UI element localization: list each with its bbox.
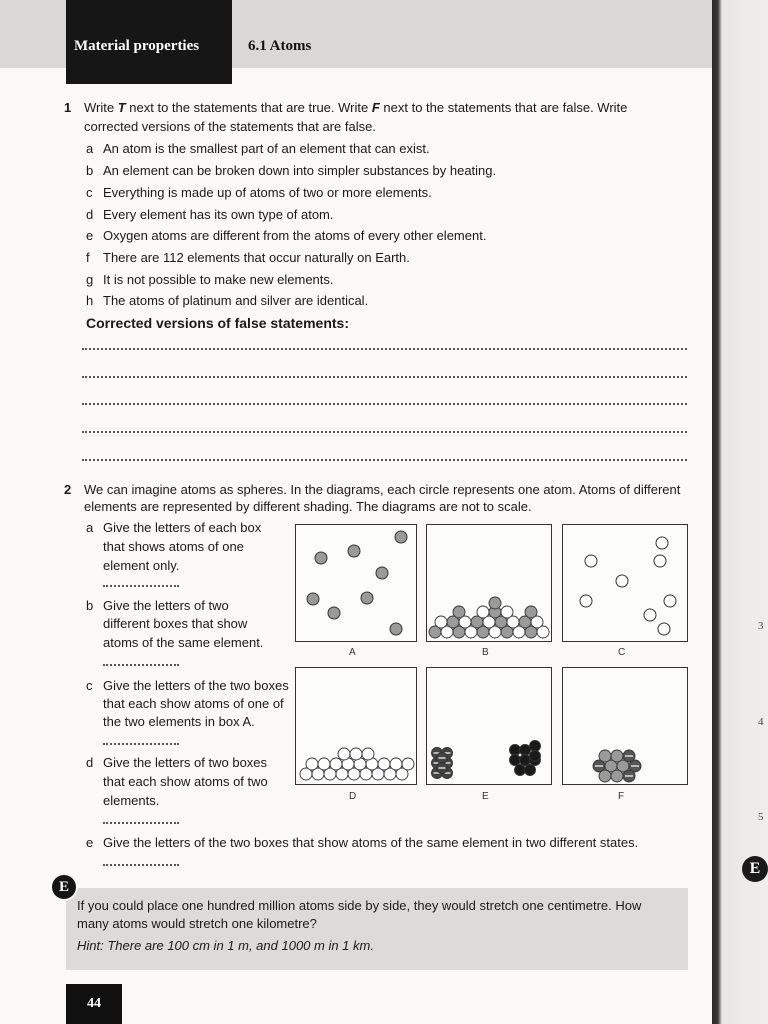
- atom-diagram-d: [296, 668, 416, 784]
- q1-item-letter: b: [86, 163, 94, 178]
- atom: [580, 595, 592, 607]
- atom: [525, 765, 536, 776]
- q2-number: 2: [64, 482, 72, 497]
- atom: [658, 623, 670, 635]
- q1-item-text: Everything is made up of atoms of two or more elements.: [103, 185, 432, 200]
- answer-line[interactable]: [82, 457, 687, 461]
- q1-item-letter: h: [86, 293, 94, 308]
- atom-diagram-f: [563, 668, 687, 784]
- atom: [525, 606, 537, 618]
- atom: [402, 758, 414, 770]
- extension-line1: If you could place one hundred million atoms side by side, they would stretch one centimetre. How: [77, 898, 642, 913]
- atom: [599, 750, 611, 762]
- q2-part-text: atoms of the same element.: [103, 635, 264, 650]
- q1-number: 1: [64, 100, 72, 115]
- atom: [530, 751, 541, 762]
- atom: [520, 745, 531, 756]
- q1-item-text: It is not possible to make new elements.: [103, 272, 334, 287]
- atom: [477, 606, 489, 618]
- edge-number: 5: [758, 811, 764, 823]
- atom: [350, 748, 362, 760]
- atom: [654, 555, 666, 567]
- q2-part-text: Give the letters of two: [103, 598, 229, 613]
- atom: [616, 575, 628, 587]
- extension-line2: many atoms would stretch one kilometre?: [77, 916, 317, 931]
- q2-part-text: element only.: [103, 558, 180, 573]
- atom-box-e: [426, 667, 552, 785]
- q2-part-letter: d: [86, 755, 94, 770]
- atom: [348, 545, 360, 557]
- atom: [510, 755, 521, 766]
- atom: [376, 567, 388, 579]
- atom-diagram-e: [427, 668, 551, 784]
- atom-box-d: [295, 667, 417, 785]
- atom: [338, 748, 350, 760]
- edge-extension-badge: E: [742, 856, 768, 882]
- box-label: F: [618, 791, 625, 802]
- q2-part-letter: b: [86, 598, 94, 613]
- atom: [318, 758, 330, 770]
- q1-prompt-line2: corrected versions of the statements that are false.: [84, 119, 376, 134]
- atom: [390, 758, 402, 770]
- atom: [611, 750, 623, 762]
- box-label: D: [349, 791, 357, 802]
- atom: [656, 537, 668, 549]
- q2-part-text: that each show atoms of one of: [103, 696, 284, 711]
- q2-part-text: that shows atoms of one: [103, 539, 244, 554]
- q1-item-letter: f: [86, 250, 90, 265]
- q2-part-text: that each show atoms of two: [103, 774, 268, 789]
- atom: [378, 758, 390, 770]
- box-label: A: [349, 647, 356, 658]
- q2-part-text: the two elements in box A.: [103, 714, 255, 729]
- short-answer-line[interactable]: [103, 741, 179, 745]
- atom: [644, 609, 656, 621]
- atom-box-b: [426, 524, 552, 642]
- box-label: B: [482, 647, 489, 658]
- atom: [362, 748, 374, 760]
- page-number: 44: [66, 984, 122, 1024]
- q1-item-letter: d: [86, 207, 94, 222]
- atom: [515, 765, 526, 776]
- atom: [435, 616, 447, 628]
- q2-part-text: Give the letters of two boxes: [103, 755, 268, 770]
- atom: [315, 552, 327, 564]
- q2-part-letter: a: [86, 520, 94, 535]
- atom: [453, 606, 465, 618]
- atom: [330, 758, 342, 770]
- q2-part-text: different boxes that show: [103, 616, 248, 631]
- atom: [395, 531, 407, 543]
- q2-part-text: elements.: [103, 793, 160, 808]
- atom-diagram-b: [427, 525, 551, 641]
- q1-item-text: Oxygen atoms are different from the atoms of every other element.: [103, 228, 487, 243]
- atom: [501, 606, 513, 618]
- atom-box-c: [562, 524, 688, 642]
- section-number: 6.1 Atoms: [248, 38, 312, 54]
- q2-part-text: Give the letters of the two boxes: [103, 678, 289, 693]
- atom: [361, 592, 373, 604]
- box-label: E: [482, 791, 489, 802]
- short-answer-line[interactable]: [103, 662, 179, 666]
- box-label: C: [618, 647, 626, 658]
- atom-box-a: [295, 524, 417, 642]
- short-answer-line[interactable]: [103, 820, 179, 824]
- q1-prompt-line1: Write T next to the statements that are true. Write F next to the statements that are false. Write: [84, 100, 628, 115]
- q2-part-text: Give the letters of the two boxes that show atoms of the same element in two different states.: [103, 835, 639, 850]
- edge-number: 3: [758, 620, 764, 632]
- corrected-heading: Corrected versions of false statements:: [86, 315, 349, 331]
- atom: [328, 607, 340, 619]
- edge-number: 4: [758, 716, 764, 728]
- atom: [390, 623, 402, 635]
- answer-line[interactable]: [82, 429, 687, 433]
- answer-line[interactable]: [82, 401, 687, 405]
- atom: [306, 758, 318, 770]
- atom: [489, 597, 501, 609]
- extension-hint: Hint: There are 100 cm in 1 m, and 1000 m in 1 km.: [77, 938, 374, 953]
- atom: [307, 593, 319, 605]
- atom: [664, 595, 676, 607]
- q1-item-text: An atom is the smallest part of an element that can exist.: [103, 141, 430, 156]
- atom-diagram-a: [296, 525, 416, 641]
- atom-diagram-c: [563, 525, 687, 641]
- extension-badge: E: [52, 875, 76, 899]
- answer-line[interactable]: [82, 374, 687, 378]
- q1-item-text: An element can be broken down into simpler substances by heating.: [103, 163, 497, 178]
- q2-part-letter: e: [86, 835, 94, 850]
- atom: [585, 555, 597, 567]
- answer-line[interactable]: [82, 346, 687, 350]
- q1-item-letter: e: [86, 228, 94, 243]
- q2-part-letter: c: [86, 678, 93, 693]
- atom: [599, 770, 611, 782]
- atom: [530, 741, 541, 752]
- q2-intro-line1: We can imagine atoms as spheres. In the diagrams, each circle represents one atom. Atoms of different: [84, 482, 681, 497]
- atom: [611, 770, 623, 782]
- short-answer-line[interactable]: [103, 583, 179, 587]
- q1-item-letter: c: [86, 185, 93, 200]
- atom: [520, 755, 531, 766]
- atom-box-f: [562, 667, 688, 785]
- short-answer-line[interactable]: [103, 862, 179, 866]
- q2-intro-line2: elements are represented by different shading. The diagrams are not to scale.: [84, 499, 532, 514]
- q1-item-text: Every element has its own type of atom.: [103, 207, 334, 222]
- q1-item-text: There are 112 elements that occur naturally on Earth.: [103, 250, 410, 265]
- q1-item-letter: a: [86, 141, 94, 156]
- atom: [510, 745, 521, 756]
- section-title: Material properties: [74, 38, 200, 54]
- q1-item-letter: g: [86, 272, 94, 287]
- q1-item-text: The atoms of platinum and silver are identical.: [103, 293, 369, 308]
- q2-part-text: Give the letters of each box: [103, 520, 262, 535]
